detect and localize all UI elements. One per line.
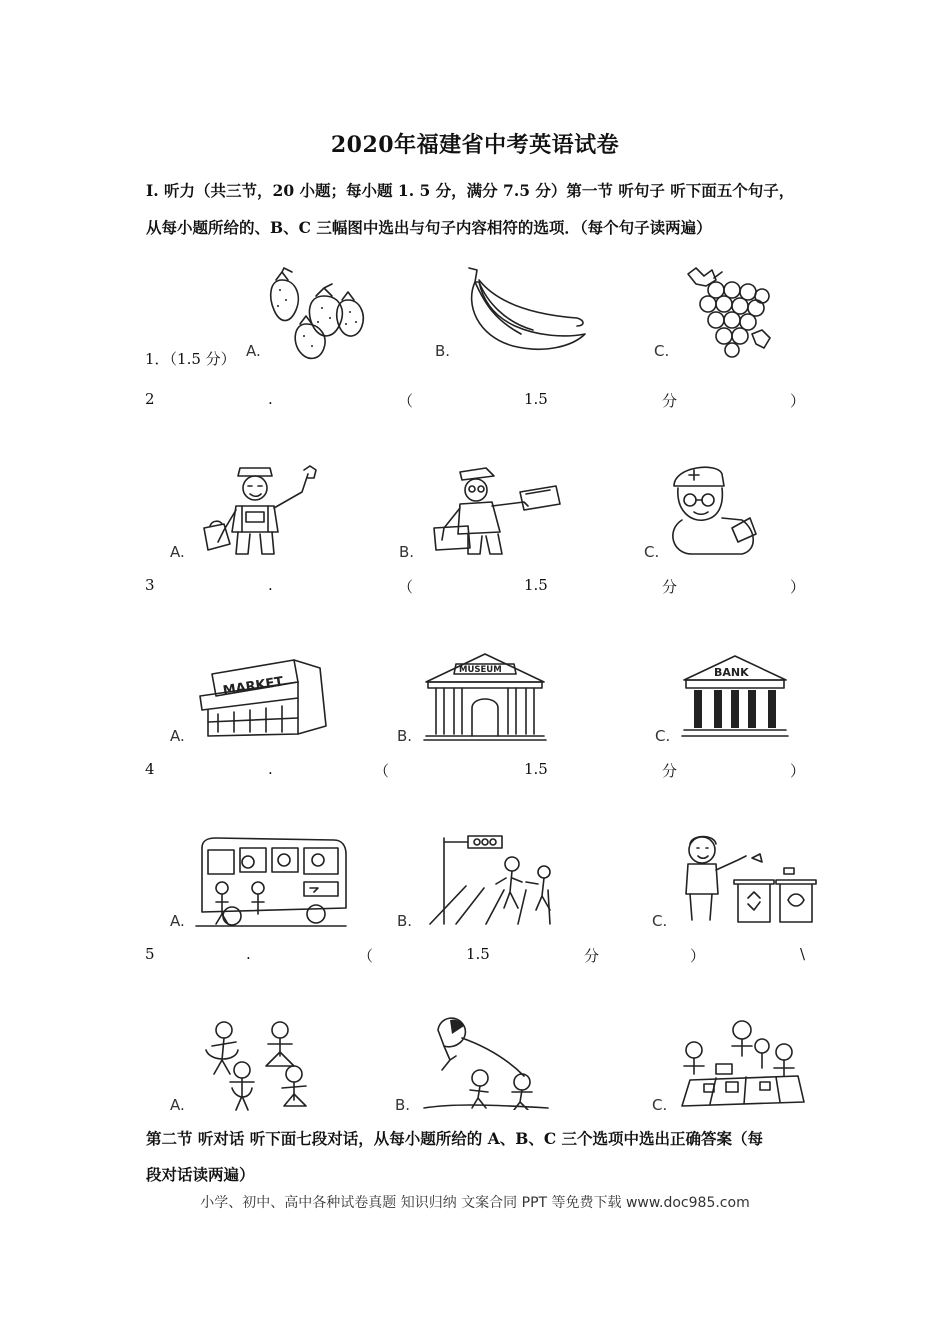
worker-image	[190, 462, 340, 558]
bananas-image	[455, 264, 590, 356]
question-1-number: 1．（1.5 分）	[145, 350, 236, 368]
question-4-option-b-letter: B.	[397, 912, 413, 930]
question-5-option-b-letter: B.	[395, 1096, 411, 1114]
crossing-image	[426, 832, 578, 928]
question-1-option-a-letter: A.	[246, 342, 261, 360]
question-3-dot: .	[268, 576, 273, 594]
bank-sign: BANK	[714, 666, 749, 679]
question-3-option-c-letter: C.	[655, 727, 671, 745]
section1-line1: Ⅰ. 听力（共三节，20 小题；每小题 1. 5 分，满分 7.5 分）第一节 听句子 听下面五个句子，	[146, 181, 795, 200]
doctor-image	[662, 462, 772, 558]
section2-line2: 段对话读两遍）	[146, 1165, 255, 1184]
question-4-open-paren: （	[374, 762, 390, 780]
question-5-dot: .	[246, 945, 251, 963]
section1-line2: 从每小题所给的、B、C 三幅图中选出与句子内容相符的选项．（每个句子读两遍）	[146, 218, 712, 237]
question-4-close-paren: ）	[790, 762, 806, 780]
question-3-option-a-letter: A.	[170, 727, 185, 745]
question-5-score: 1.5	[466, 945, 490, 963]
bank-image	[680, 652, 790, 738]
question-5-number: 5	[145, 945, 155, 963]
question-2-number: 2	[145, 390, 155, 408]
question-4-dot: .	[268, 760, 273, 778]
museum-image	[422, 650, 548, 742]
strawberries-image	[262, 266, 372, 362]
question-5-unit: 分	[584, 947, 600, 965]
question-3-close-paren: ）	[790, 578, 806, 596]
question-2-open-paren: （	[398, 392, 414, 410]
question-2-close-paren: ）	[790, 392, 806, 410]
question-5-extra-mark: \	[800, 945, 806, 963]
museum-sign: MUSEUM	[459, 665, 502, 675]
question-5-option-c-letter: C.	[652, 1096, 668, 1114]
picnic-image	[676, 1016, 810, 1110]
question-2-option-c-letter: C.	[644, 543, 660, 561]
question-1-option-c-letter: C.	[654, 342, 670, 360]
question-3-score: 1.5	[524, 576, 548, 594]
page-footer: 小学、初中、高中各种试卷真题 知识归纳 文案合同 PPT 等免费下载 www.doc985.com	[200, 1195, 750, 1211]
question-2-score: 1.5	[524, 390, 548, 408]
question-5-open-paren: （	[358, 947, 374, 965]
question-1-option-b-letter: B.	[435, 342, 451, 360]
recycling-image	[676, 828, 818, 928]
market-sign: MARKET	[221, 674, 285, 699]
postman-image	[420, 462, 570, 558]
question-3-unit: 分	[662, 578, 678, 596]
question-4-option-c-letter: C.	[652, 912, 668, 930]
grapes-image	[678, 264, 778, 362]
question-3-number: 3	[145, 576, 155, 594]
market-image	[194, 652, 334, 742]
kite-image	[420, 1012, 552, 1110]
bus-image	[192, 832, 352, 930]
question-2-dot: .	[268, 390, 273, 408]
question-4-unit: 分	[662, 762, 678, 780]
dancing-image	[196, 1016, 328, 1112]
question-4-number: 4	[145, 760, 155, 778]
section2-line1: 第二节 听对话 听下面七段对话，从每小题所给的 A、B、C 三个选项中选出正确答案（每	[146, 1129, 764, 1148]
question-4-option-a-letter: A.	[170, 912, 185, 930]
question-4-score: 1.5	[524, 760, 548, 778]
page-title: 2020年福建省中考英语试卷	[330, 132, 620, 158]
question-3-option-b-letter: B.	[397, 727, 413, 745]
question-2-option-a-letter: A.	[170, 543, 185, 561]
question-5-close-paren: ）	[690, 947, 706, 965]
question-5-option-a-letter: A.	[170, 1096, 185, 1114]
question-2-option-b-letter: B.	[399, 543, 415, 561]
question-3-open-paren: （	[398, 578, 414, 596]
question-2-unit: 分	[662, 392, 678, 410]
